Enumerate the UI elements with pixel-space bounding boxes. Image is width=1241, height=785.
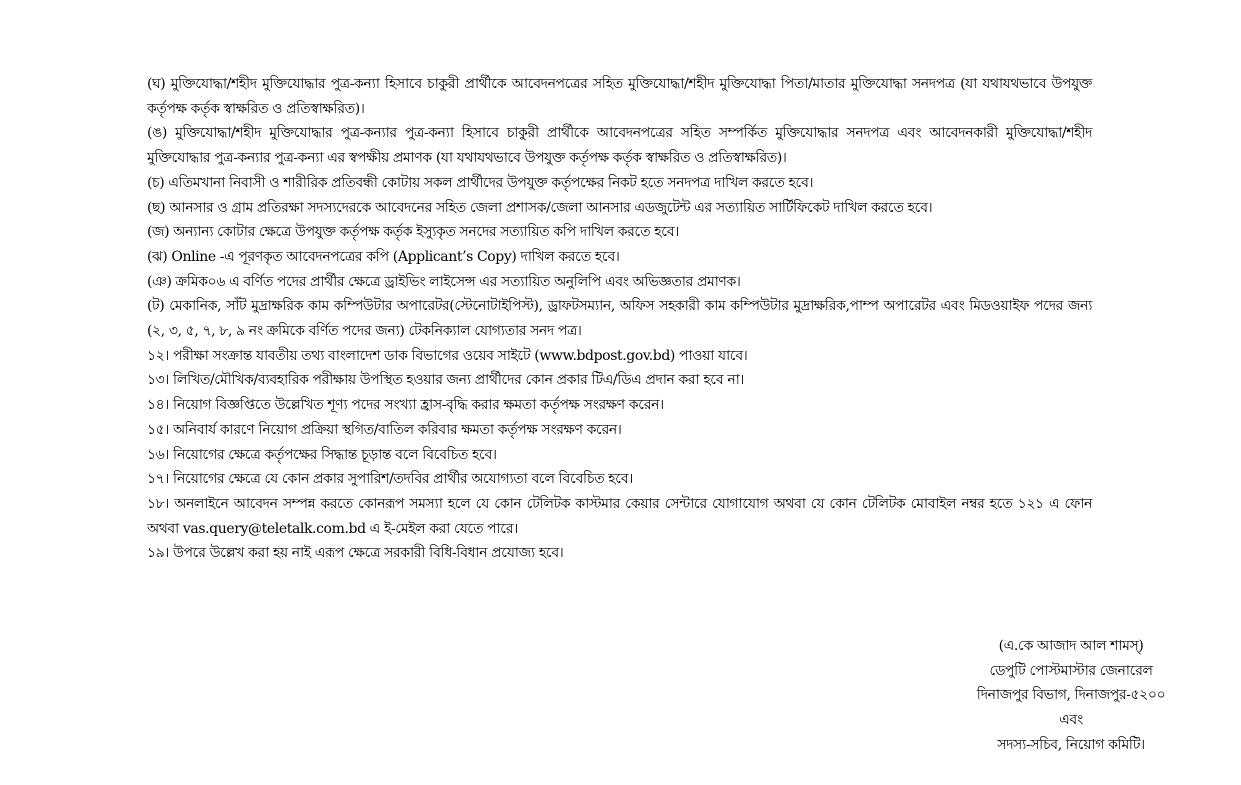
signature-block xyxy=(951,634,1191,758)
item-18-online-help: ১৮। অনলাইনে আবেদন সম্পন্ন করতে কোনরূপ সমস্যা হলে যে কোন টেলিটক কাস্টমার কেয়ার সেন্টারে যোগাযোগ অথবা যে কোন টেলিটক মোবাইল নম্বর হতে ১২১ এ ফোন অথবা vas.query@teletalk.com.bd এ ই-মেইল করা যেতে পারে। xyxy=(147,495,1092,537)
clause-jha-online-copy: (ঝ) Online -এ পূরণকৃত আবেদনপত্রের কপি (Applicant’s Copy) দাখিল করতে হবে। xyxy=(147,248,620,265)
clause-ta-technical-certificate: (ট) মেকানিক, সাঁট মুদ্রাক্ষরিক কাম কম্পিউটার অপারেটর(স্টেনোটাইপিস্ট), ড্রাফটসম্যান, অফিস সহকারী কাম কম্পিউটার মুদ্রাক্ষরিক,পাম্প অপারেটর এবং মিডওয়াইফ পদের জন্য (২, ৩, ৫, ৭, ৮, ৯ নং ক্রমিকে বর্ণিত পদের জন্য) টেকনিক্যাল যোগ্যতার সনদ পত্র। xyxy=(147,298,1092,340)
signatory-office: দিনাজপুর বিভাগ, দিনাজপুর-৫২০০ xyxy=(976,687,1166,704)
item-13-no-ta-da: ১৩। লিখিত/মৌখিক/ব্যবহারিক পরীক্ষায় উপস্থিত হওয়ার জন্য প্রার্থীদের কোন প্রকার টিএ/ডিএ প্রদান করা হবে না। xyxy=(147,372,744,389)
signatory-conjunction: এবং xyxy=(1059,712,1083,729)
signatory-role: সদস্য-সচিব, নিয়োগ কমিটি। xyxy=(997,736,1145,753)
clause-cha-orphan-disabled: (চ) এতিমখানা নিবাসী ও শারীরিক প্রতিবন্ধী কোটায় সকল প্রার্থীদের উপযুক্ত কর্তৃপক্ষের নিকট হতে সনদপত্র দাখিল করতে হবে। xyxy=(147,174,814,191)
clause-nya-driving-license: (ঞ) ক্রমিক০৬ এ বর্ণিত পদের প্রার্থীর ক্ষেত্রে ড্রাইভিং লাইসেন্স এর সত্যায়িত অনুলিপি এবং অভিজ্ঞতার প্রমাণক। xyxy=(147,273,741,290)
signatory-name: (এ.কে আজাদ আল শামস্) xyxy=(998,638,1144,654)
clause-gha-freedom-fighter-child: (ঘ) মুক্তিযোদ্ধা/শহীদ মুক্তিযোদ্ধার পুত্র-কন্যা হিসাবে চাকুরী প্রার্থীকে আবেদনপত্রের সহিত মুক্তিযোদ্ধা/শহীদ মুক্তিযোদ্ধা পিতা/মাতার মুক্তিযোদ্ধা সনদপত্র (যা যথাযথভাবে উপযুক্ত কর্তৃপক্ষ কর্তৃক স্বাক্ষরিত ও প্রতিস্বাক্ষরিত)। xyxy=(147,76,1092,117)
clause-ja-other-quota: (জ) অন্যান্য কোটার ক্ষেত্রে উপযুক্ত কর্তৃপক্ষ কর্তৃক ইস্যুকৃত সনদের সত্যায়িত কপি দাখিল করতে হবে। xyxy=(147,224,679,241)
item-15-process-cancel: ১৫। অনিবার্য কারণে নিয়োগ প্রক্রিয়া স্থগিত/বাতিল করিবার ক্ষমতা কর্তৃপক্ষ সংরক্ষণ করেন। xyxy=(147,421,622,438)
document-body xyxy=(147,72,1092,566)
clause-chha-ansar-vdp: (ছ) আনসার ও গ্রাম প্রতিরক্ষা সদস্যদেরকে আবেদনের সহিত জেলা প্রশাসক/জেলা আনসার এডজুটেন্ট এর সত্যায়িত সার্টিফিকেট দাখিল করতে হবে। xyxy=(147,199,933,216)
item-19-govt-rules: ১৯। উপরে উল্লেখ করা হয় নাই এরূপ ক্ষেত্রে সরকারী বিধি-বিধান প্রযোজ্য হবে। xyxy=(147,545,564,562)
signatory-designation: ডেপুটি পোস্টমাস্টার জেনারেল xyxy=(989,662,1153,679)
item-14-vacancy-change: ১৪। নিয়োগ বিজ্ঞপ্তিতে উল্লেখিত শূণ্য পদের সংখ্যা হ্রাস-বৃদ্ধি করার ক্ষমতা কর্তৃপক্ষ সংরক্ষণ করেন। xyxy=(147,397,664,414)
item-16-final-decision: ১৬। নিয়োগের ক্ষেত্রে কর্তৃপক্ষের সিদ্ধান্ত চূড়ান্ত বলে বিবেচিত হবে। xyxy=(147,446,497,463)
item-17-lobbying: ১৭। নিয়োগের ক্ষেত্রে যে কোন প্রকার সুপারিশ/তদবির প্রার্থীর অযোগ্যতা বলে বিবেচিত হবে। xyxy=(147,471,633,488)
clause-umo-freedom-fighter-grandchild: (ঙ) মুক্তিযোদ্ধা/শহীদ মুক্তিযোদ্ধার পুত্র-কন্যার পুত্র-কন্যা হিসাবে চাকুরী প্রার্থীকে আবেদনপত্রের সহিত সম্পর্কিত মুক্তিযোদ্ধার সনদপত্র এবং আবেদনকারী মুক্তিযোদ্ধা/শহীদ মুক্তিযোদ্ধার পুত্র-কন্যার পুত্র-কন্যা এর স্বপক্ষীয় প্রমাণক (যা যথাযথভাবে উপযুক্ত কর্তৃপক্ষ কর্তৃক স্বাক্ষরিত ও প্রতিস্বাক্ষরিত)। xyxy=(147,125,1092,167)
item-12-exam-info: ১২। পরীক্ষা সংক্রান্ত যাবতীয় তথ্য বাংলাদেশ ডাক বিভাগের ওয়েব সাইটে (www.bdpost.gov.bd) পাওয়া যাবে। xyxy=(147,347,748,364)
